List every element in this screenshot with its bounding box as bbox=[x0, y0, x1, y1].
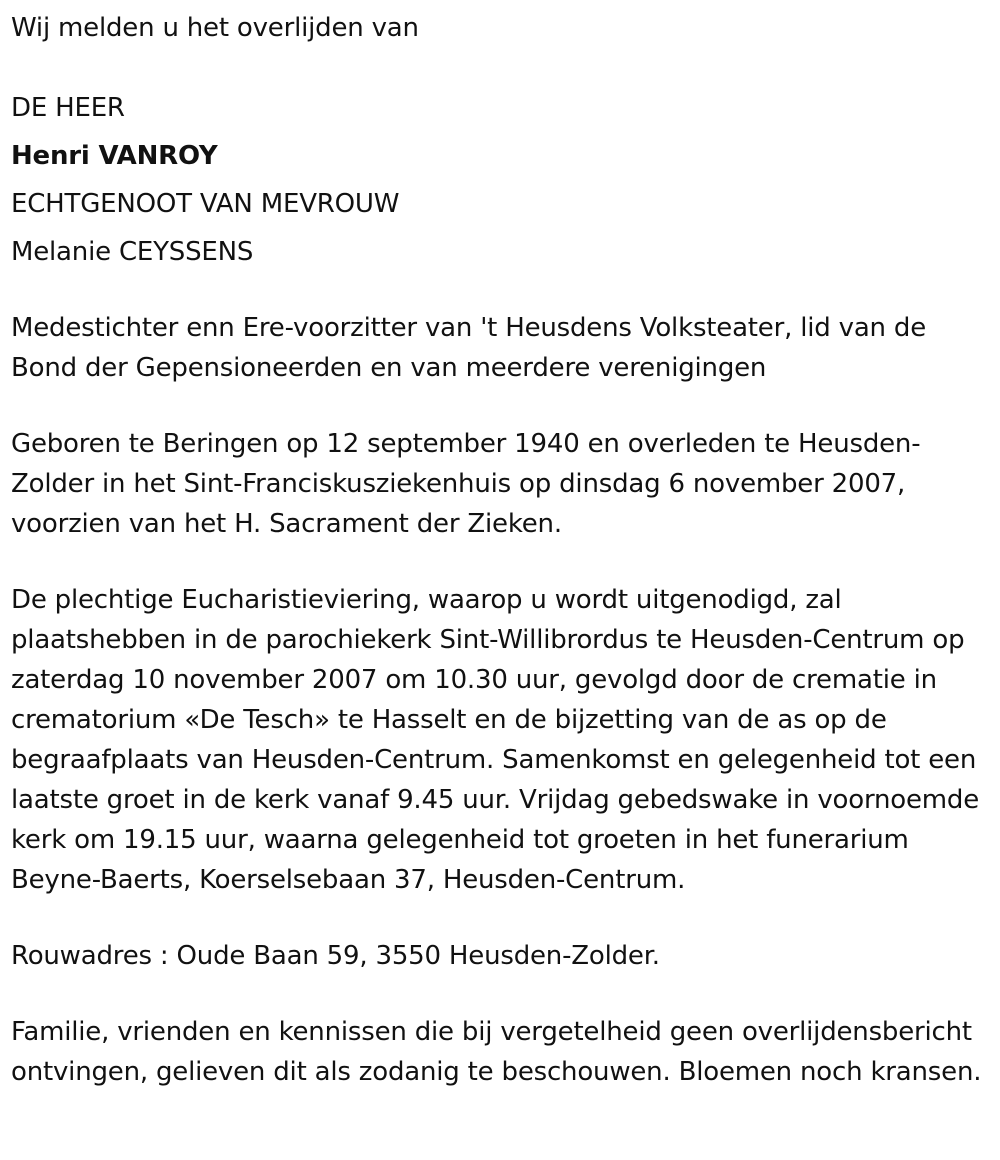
closing-paragraph: Familie, vrienden en kennissen die bij vergetelheid geen overlijdensbericht ontvingen, gelieven dit als zodanig te beschouwen. Bloemen noch kransen. bbox=[11, 1017, 982, 1087]
mourning-address: Rouwadres : Oude Baan 59, 3550 Heusden-Zolder. bbox=[11, 941, 660, 971]
spouse-relation: ECHTGENOOT VAN MEVROUW bbox=[11, 189, 400, 219]
deceased-name: Henri VANROY bbox=[11, 141, 218, 171]
title-text: DE HEER bbox=[11, 93, 125, 123]
service-paragraph: De plechtige Eucharistieviering, waarop u wordt uitgenodigd, zal plaatshebben in de parochiekerk Sint-Willibrordus te Heusden-Centrum op zaterdag 10 november 2007 om 10.30 uur, gevolgd door de crematie in crematorium «De Tesch» te Hasselt en de bijzetting van de as op de begraafplaats van Heusden-Centrum. Samenkomst en gelegenheid tot een laatste groet in de kerk vanaf 9.45 uur. Vrijdag gebedswake in voornoemde kerk om 19.15 uur, waarna gelegenheid tot groeten in het funerarium Beyne-Baerts, Koerselsebaan 37, Heusden-Centrum. bbox=[11, 585, 980, 895]
death-notice bbox=[11, 4, 991, 1092]
spouse-name: Melanie CEYSSENS bbox=[11, 237, 254, 267]
intro-text: Wij melden u het overlijden van bbox=[11, 13, 419, 43]
affiliations-paragraph: Medestichter enn Ere-voorzitter van 't Heusdens Volksteater, lid van de Bond der Gepensioneerden en van meerdere verenigingen bbox=[11, 313, 926, 383]
birth-death-paragraph: Geboren te Beringen op 12 september 1940 en overleden te Heusden-Zolder in het Sint-Franciskusziekenhuis op dinsdag 6 november 2007, voorzien van het H. Sacrament der Zieken. bbox=[11, 429, 921, 539]
